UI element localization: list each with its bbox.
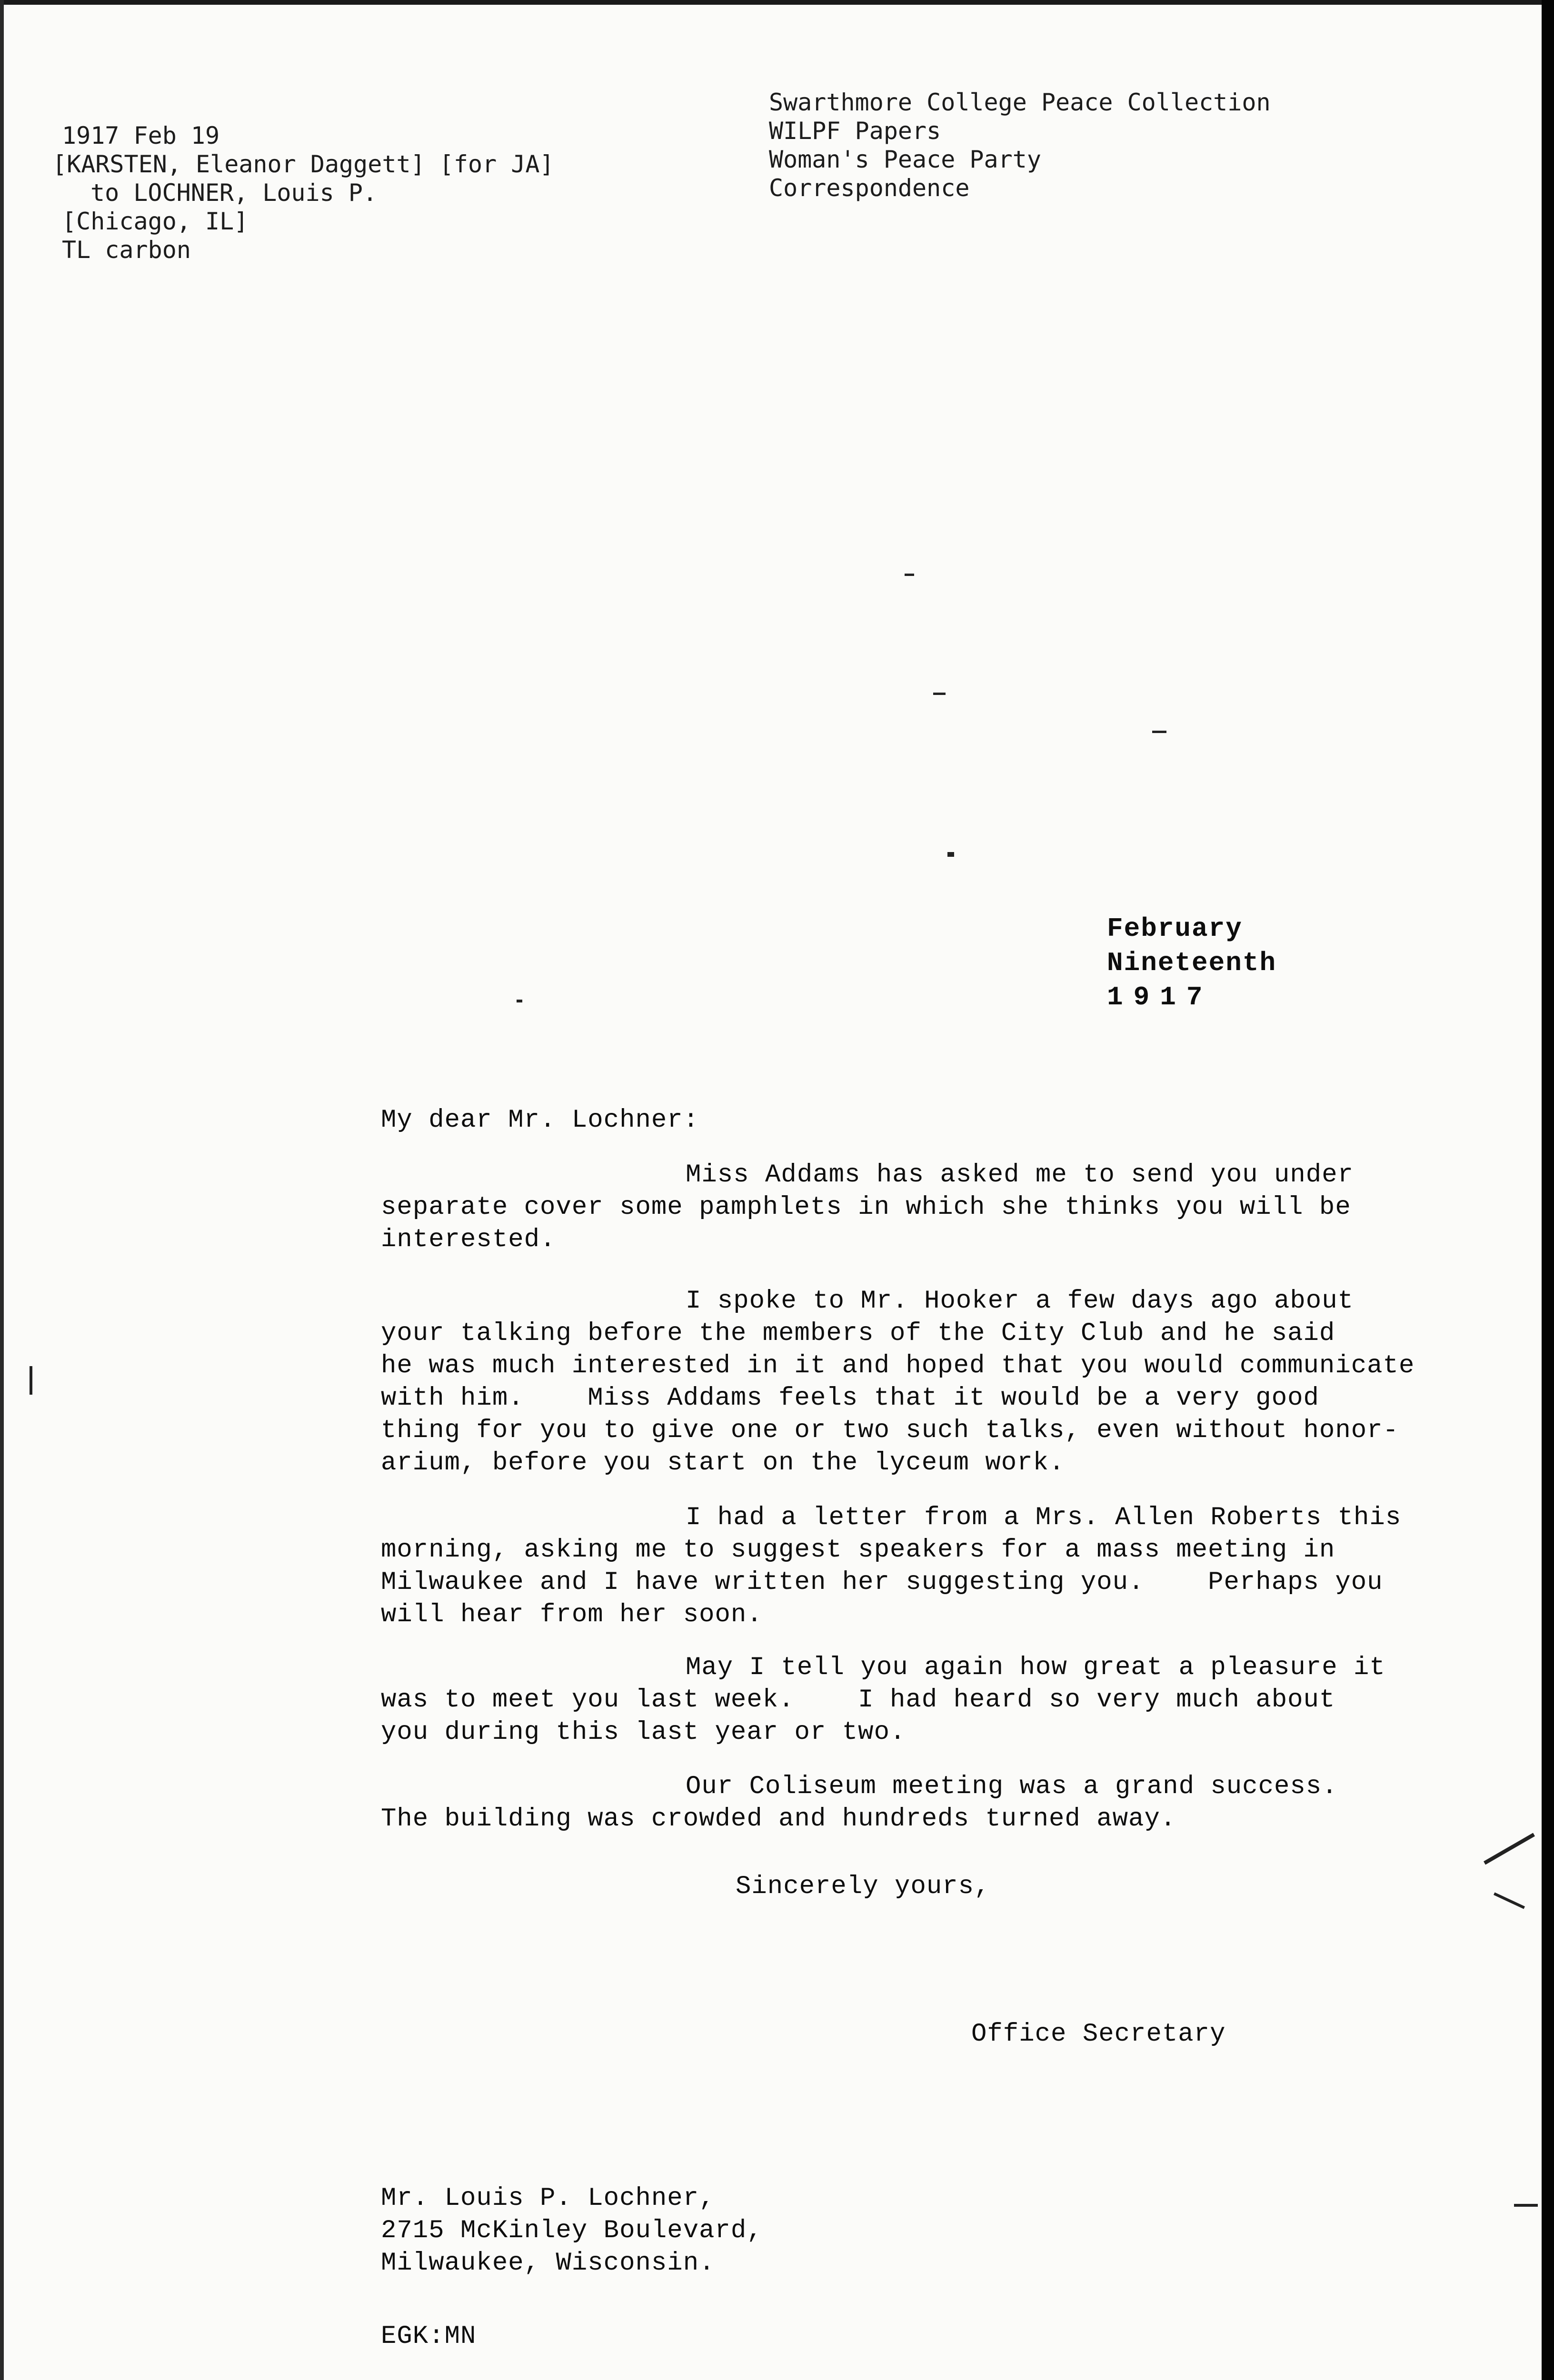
scan-speck xyxy=(933,693,946,695)
paragraph-line: will hear from her soon. xyxy=(381,1600,763,1629)
paragraph-line: separate cover some pamphlets in which she thinks you will be xyxy=(381,1193,1351,1222)
collection-name: Swarthmore College Peace Collection xyxy=(769,89,1271,116)
scan-speck xyxy=(30,1366,32,1395)
collection-note xyxy=(769,88,1271,202)
scan-border-top xyxy=(0,0,1554,5)
scan-border-left xyxy=(0,0,4,2380)
paragraph-line: May I tell you again how great a pleasure it xyxy=(686,1653,1385,1682)
paragraph-line: thing for you to give one or two such talks, even without honor- xyxy=(381,1416,1399,1445)
paragraph-line: your talking before the members of the City Club and he said xyxy=(381,1319,1335,1348)
scan-speck xyxy=(517,1000,522,1002)
catalog-note xyxy=(52,121,554,264)
date-year: 1917 xyxy=(1107,982,1213,1012)
closing: Sincerely yours, xyxy=(736,1872,990,1901)
paragraph-1 xyxy=(381,1159,1357,1256)
paragraph-4 xyxy=(381,1652,1385,1749)
paragraph-line: I had a letter from a Mrs. Allen Roberts this xyxy=(686,1503,1402,1532)
address-line: Milwaukee, Wisconsin. xyxy=(381,2249,715,2278)
scan-speck xyxy=(1152,731,1166,733)
paragraph-line: interested. xyxy=(381,1225,556,1254)
catalog-author: [KARSTEN, Eleanor Daggett] [for JA] xyxy=(52,150,554,178)
scan-speck xyxy=(1514,2204,1538,2207)
scan-speck xyxy=(947,852,954,857)
paragraph-line: arium, before you start on the lyceum work. xyxy=(381,1448,1065,1478)
address-line: Mr. Louis P. Lochner, xyxy=(381,2184,715,2213)
recipient-address xyxy=(381,2182,763,2280)
catalog-place: [Chicago, IL] xyxy=(62,208,249,235)
catalog-type: TL carbon xyxy=(62,236,191,264)
collection-series: WILPF Papers xyxy=(769,117,941,145)
paragraph-line: Milwaukee and I have written her suggesting you. Perhaps you xyxy=(381,1568,1383,1597)
paragraph-line: morning, asking me to suggest speakers for a mass meeting in xyxy=(381,1536,1335,1565)
paragraph-line: Our Coliseum meeting was a grand success. xyxy=(686,1772,1338,1801)
catalog-recipient: to LOCHNER, Louis P. xyxy=(90,179,378,207)
date-day: Nineteenth xyxy=(1107,948,1277,978)
collection-subseries: Woman's Peace Party xyxy=(769,146,1041,173)
scan-speck xyxy=(1494,1892,1525,1909)
address-line: 2715 McKinley Boulevard, xyxy=(381,2216,763,2245)
collection-type: Correspondence xyxy=(769,174,970,202)
paragraph-line: I spoke to Mr. Hooker a few days ago about xyxy=(686,1287,1354,1316)
paragraph-line: was to meet you last week. I had heard so very much about xyxy=(381,1686,1335,1715)
scan-border-right xyxy=(1542,0,1554,2380)
paragraph-line: Miss Addams has asked me to send you under xyxy=(686,1160,1354,1190)
salutation: My dear Mr. Lochner: xyxy=(381,1106,699,1135)
paragraph-2 xyxy=(381,1285,1415,1479)
typist-initials: EGK:MN xyxy=(381,2322,477,2351)
scan-speck xyxy=(1484,1833,1535,1865)
paragraph-line: with him. Miss Addams feels that it would be a very good xyxy=(381,1384,1319,1413)
signature-title: Office Secretary xyxy=(971,2020,1226,2049)
paragraph-5 xyxy=(381,1771,1357,1835)
letter-date xyxy=(1107,912,1276,1014)
paragraph-line: he was much interested in it and hoped that you would communicate xyxy=(381,1351,1415,1380)
paragraph-line: you during this last year or two. xyxy=(381,1718,906,1747)
catalog-date: 1917 Feb 19 xyxy=(62,122,220,149)
paragraph-line: The building was crowded and hundreds turned away. xyxy=(381,1805,1176,1834)
paragraph-3 xyxy=(381,1502,1402,1631)
date-month: February xyxy=(1107,913,1243,944)
scan-speck xyxy=(905,574,914,576)
